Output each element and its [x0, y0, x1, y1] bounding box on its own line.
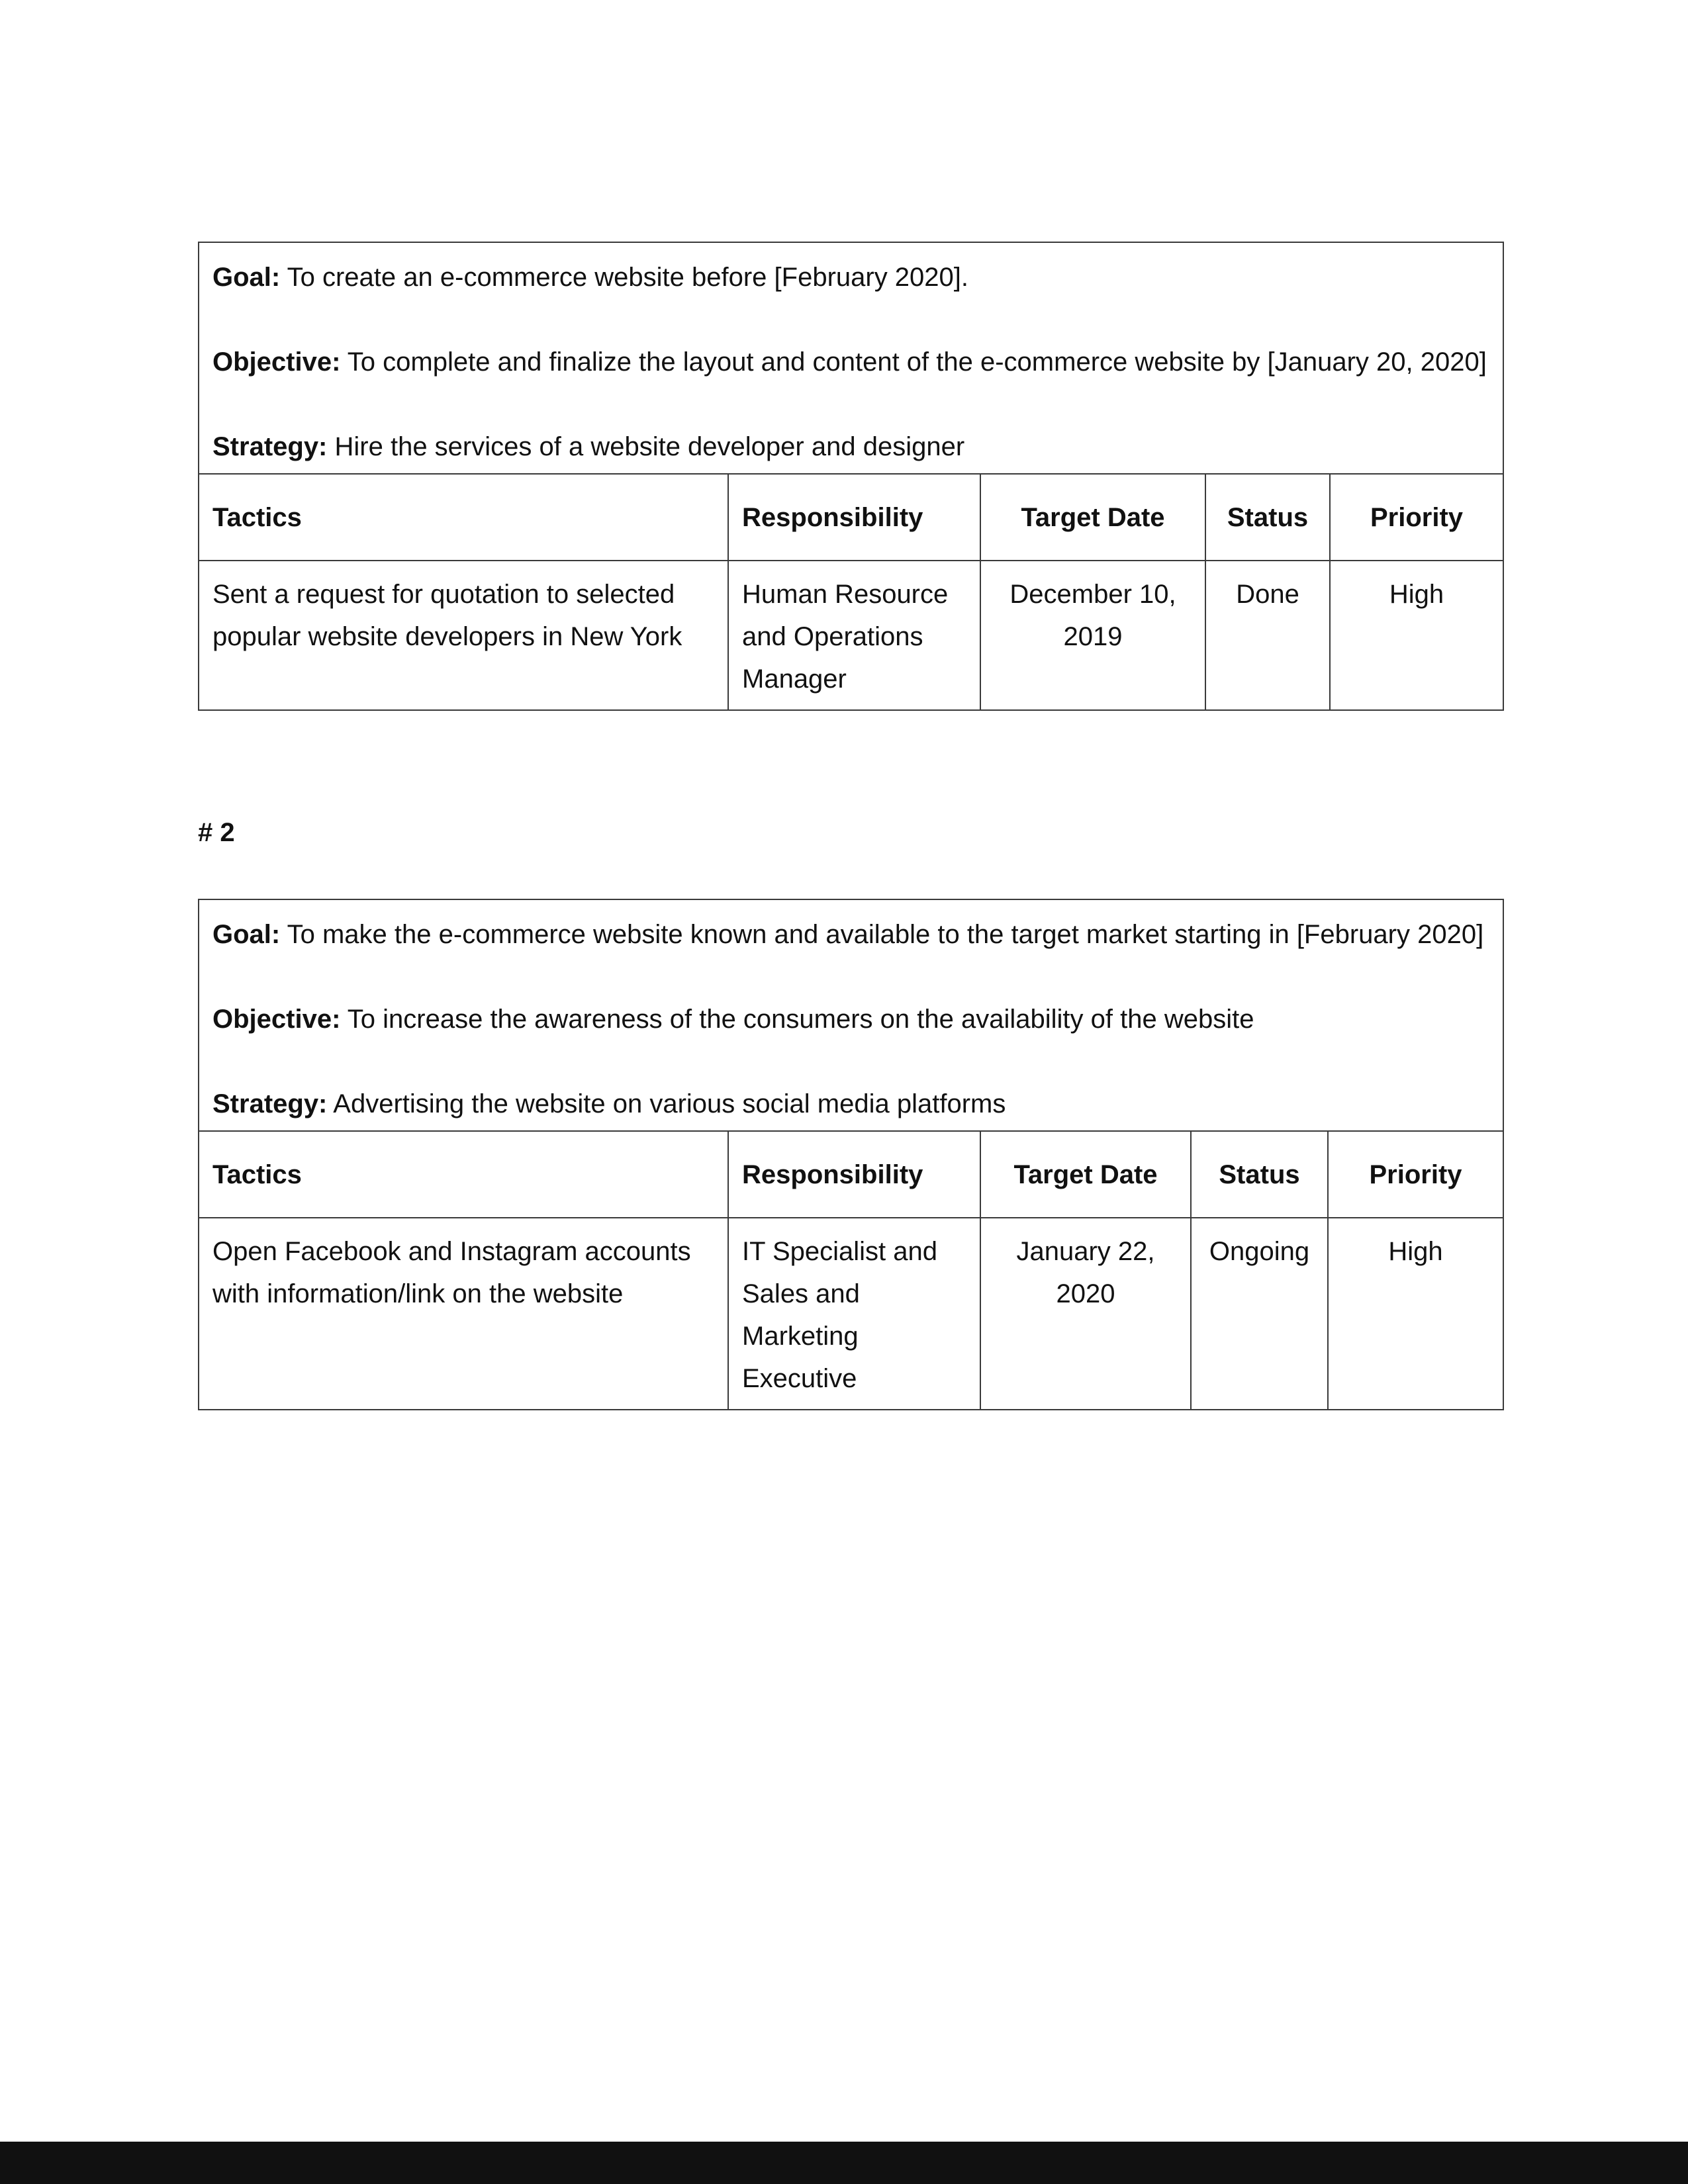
strategy-label: Strategy:: [212, 432, 328, 461]
cell-status: Done: [1205, 561, 1330, 710]
strategy-text: Hire the services of a website developer and designer: [327, 432, 965, 461]
table-row: [199, 1218, 1503, 1410]
plan-summary-row: [199, 899, 1503, 1131]
objective-line: [212, 341, 1489, 383]
goal-text: To create an e-commerce website before [February 2020].: [280, 263, 969, 292]
cell-status: Ongoing: [1191, 1218, 1328, 1410]
goal-label: Goal:: [212, 263, 281, 292]
cell-priority: High: [1330, 561, 1503, 710]
header-status: Status: [1191, 1131, 1328, 1218]
objective-text: To complete and finalize the layout and content of the e-commerce website by [January 20, 2020]: [340, 347, 1487, 377]
cell-priority: High: [1328, 1218, 1503, 1410]
objective-label: Objective:: [212, 347, 341, 377]
cell-tactics: Open Facebook and Instagram accounts with information/link on the website: [199, 1218, 728, 1410]
table-header-row: [199, 1131, 1503, 1218]
goal-line: [212, 913, 1489, 956]
table-row: [199, 561, 1503, 710]
cell-responsibility: IT Specialist and Sales and Marketing Executive: [728, 1218, 980, 1410]
objective-label: Objective:: [212, 1005, 341, 1034]
footer-bar: [0, 2142, 1688, 2184]
strategy-text: Advertising the website on various social media platforms: [327, 1089, 1006, 1118]
header-target-date: Target Date: [980, 1131, 1191, 1218]
cell-target-date: December 10, 2019: [980, 561, 1205, 710]
table-header-row: [199, 474, 1503, 561]
plan-summary-row: [199, 242, 1503, 474]
action-plan-table-2: [198, 899, 1504, 1410]
cell-responsibility: Human Resource and Operations Manager: [728, 561, 980, 710]
header-priority: Priority: [1328, 1131, 1503, 1218]
goal-label: Goal:: [212, 920, 281, 949]
cell-target-date: January 22, 2020: [980, 1218, 1191, 1410]
strategy-label: Strategy:: [212, 1089, 328, 1118]
header-target-date: Target Date: [980, 474, 1205, 561]
objective-line: [212, 998, 1489, 1040]
objective-text: To increase the awareness of the consumers on the availability of the website: [340, 1005, 1254, 1034]
section-number: # 2: [198, 818, 235, 847]
cell-tactics: Sent a request for quotation to selected popular website developers in New York: [199, 561, 728, 710]
header-status: Status: [1205, 474, 1330, 561]
goal-text: To make the e-commerce website known and available to the target market starting in [February 2020]: [280, 920, 1484, 949]
header-responsibility: Responsibility: [728, 474, 980, 561]
goal-line: [212, 256, 1489, 298]
header-responsibility: Responsibility: [728, 1131, 980, 1218]
strategy-line: [212, 426, 1489, 468]
header-priority: Priority: [1330, 474, 1503, 561]
plan-summary-cell: [199, 242, 1503, 474]
action-plan-table-1: [198, 242, 1504, 711]
plan-summary-cell: [199, 899, 1503, 1131]
header-tactics: Tactics: [199, 1131, 728, 1218]
header-tactics: Tactics: [199, 474, 728, 561]
strategy-line: [212, 1083, 1489, 1125]
